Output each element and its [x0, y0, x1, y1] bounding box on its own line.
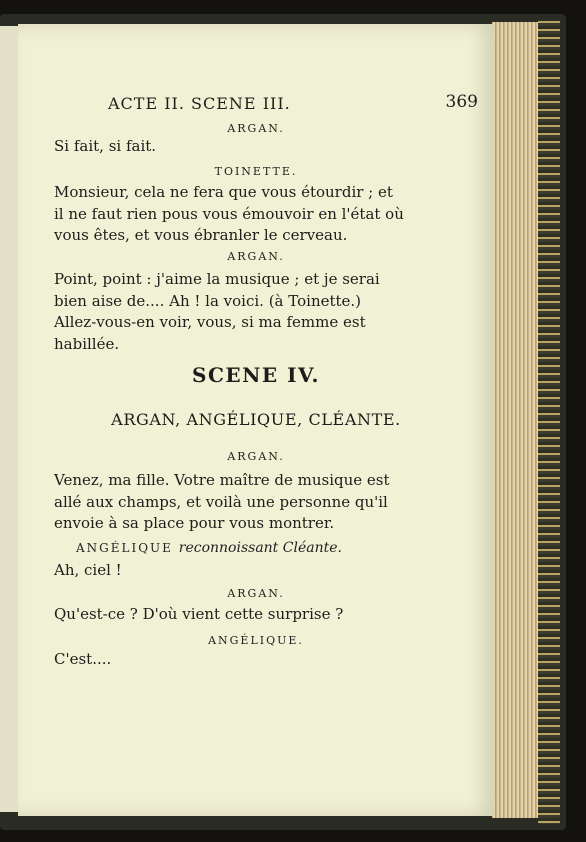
book-spine-edge [538, 18, 560, 824]
dialogue-text: C'est.... [54, 650, 112, 668]
previous-page-edge [0, 26, 19, 812]
book-page [18, 24, 494, 816]
dialogue-text: Venez, ma fille. Votre maître de musique est allé aux champs, et voilà une personne qu'il envoie à sa place pour vous montrer. [54, 471, 390, 532]
page-edges [492, 22, 538, 818]
dialogue-text: Si fait, si fait. [54, 137, 157, 155]
dialogue-text: Qu'est-ce ? D'où vient cette surprise ? [54, 605, 344, 623]
speaker-name: ARGAN. [227, 587, 285, 600]
speaker-name: TOINETTE. [214, 165, 298, 178]
running-header [108, 94, 478, 118]
stage-direction: reconnoissant Cléante. [178, 540, 342, 556]
speaker-name: ARGAN. [227, 122, 285, 135]
dialogue-text: Ah, ciel ! [54, 561, 122, 579]
speaker-name: ANGÉLIQUE. [208, 634, 304, 647]
dialogue-text: Monsieur, cela ne fera que vous étourdir ; et il ne faut rien pous vous émouvoir en l'état où vous êtes, et vous ébranler le cerveau. [54, 183, 404, 244]
speaker-name: ARGAN. [227, 450, 285, 463]
scene-title: SCENE IV. [192, 363, 320, 387]
speaker-with-direction [76, 540, 342, 556]
header-title: ACTE II. SCENE III. [108, 94, 291, 113]
cast-list: ARGAN, ANGÉLIQUE, CLÉANTE. [111, 410, 401, 429]
dialogue-text: Point, point : j'aime la musique ; et je serai bien aise de.... Ah ! la voici. (à Toinette.) Allez-vous-en voir, vous, si ma femme est habillée. [54, 270, 380, 353]
speaker-name: ANGÉLIQUE [76, 541, 173, 555]
page-number: 369 [445, 92, 478, 112]
speaker-name: ARGAN. [227, 250, 285, 263]
